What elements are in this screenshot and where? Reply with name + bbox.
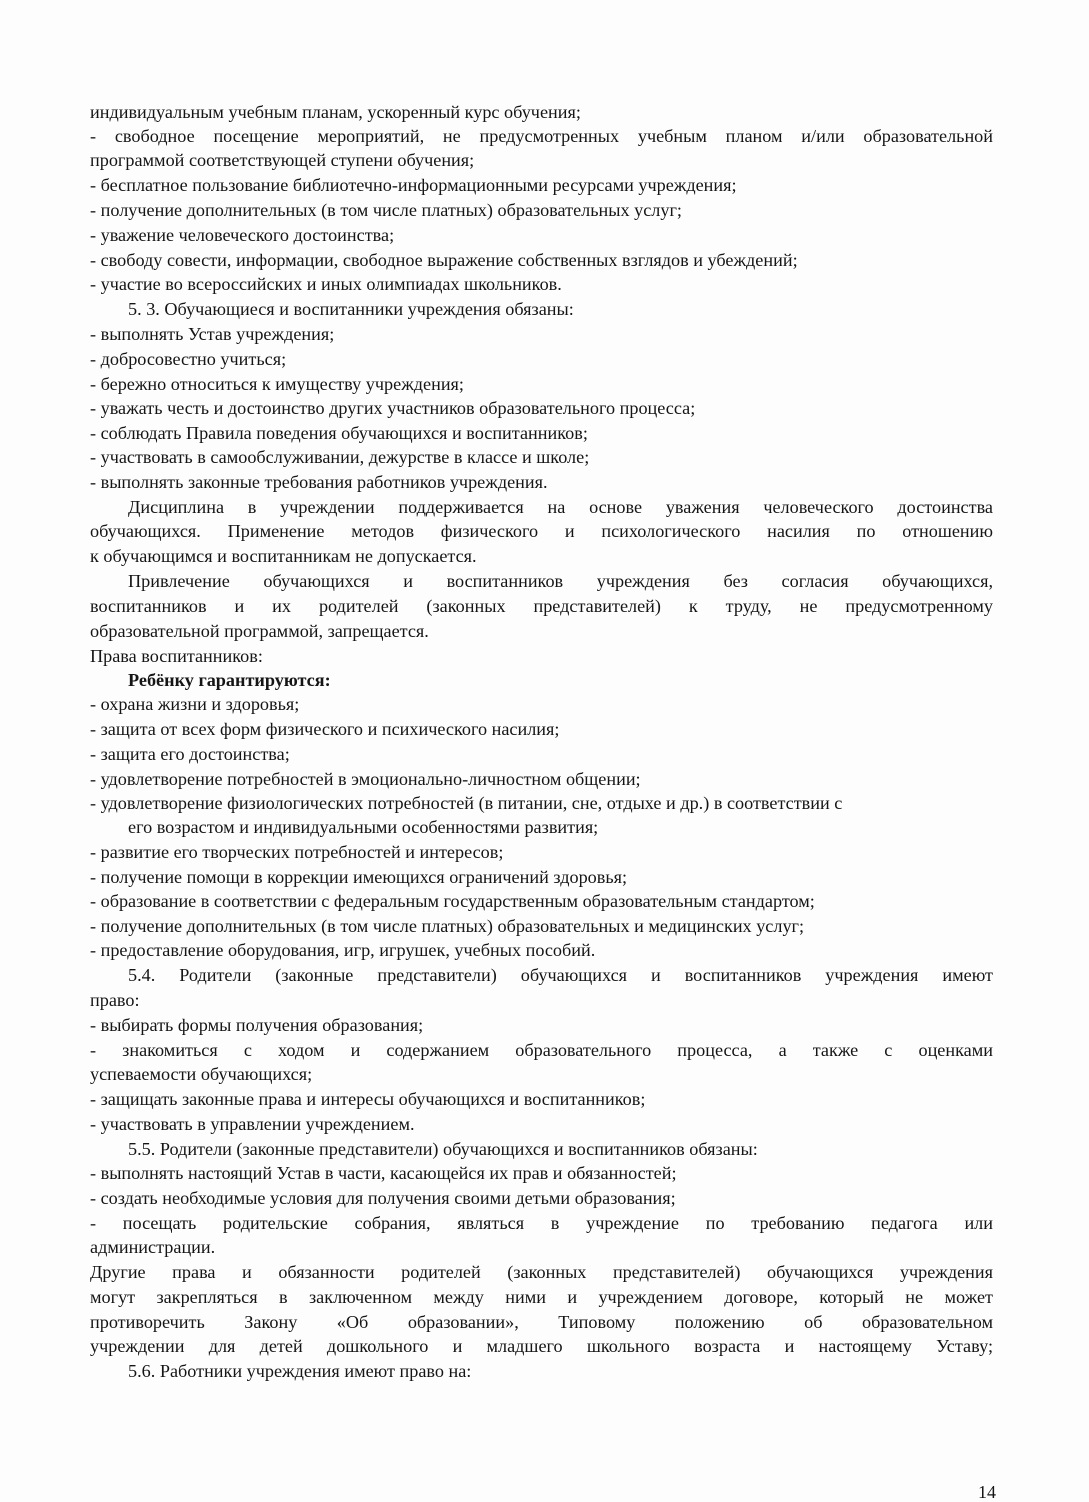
text-line: - свободу совести, информации, свободное выражение собственных взглядов и убеждений; — [90, 250, 798, 270]
text-line: - посещать родительские собрания, являться в учреждение по требованию педагога или — [90, 1213, 993, 1233]
text-line: обучающихся. Применение методов физического и психологического насилия по отношению — [90, 521, 993, 541]
text-line: его возрастом и индивидуальными особенностями развития; — [128, 817, 599, 837]
text-line: - предоставление оборудования, игр, игрушек, учебных пособий. — [90, 940, 596, 960]
text-line: Права воспитанников: — [90, 646, 263, 666]
text-line: - бесплатное пользование библиотечно-информационными ресурсами учреждения; — [90, 175, 737, 195]
text-line: - добросовестно учиться; — [90, 349, 287, 369]
text-line: 5.5. Родители (законные представители) обучающихся и воспитанников обязаны: — [128, 1139, 758, 1159]
text-line: Привлечение обучающихся и воспитанников учреждения без согласия обучающихся, — [128, 571, 993, 591]
text-line: образовательной программой, запрещается. — [90, 621, 429, 641]
text-line: Дисциплина в учреждении поддерживается на основе уважения человеческого достоинства — [128, 497, 993, 517]
text-line: успеваемости обучающихся; — [90, 1064, 313, 1084]
text-line: Ребёнку гарантируются: — [128, 670, 331, 690]
text-line: - знакомиться с ходом и содержанием образовательного процесса, а также с оценками — [90, 1040, 993, 1060]
text-line: 5.4. Родители (законные представители) обучающихся и воспитанников учреждения имеют — [128, 965, 993, 985]
text-line: - охрана жизни и здоровья; — [90, 694, 300, 714]
text-line: - получение помощи в коррекции имеющихся ограничений здоровья; — [90, 867, 628, 887]
text-line: - защита его достоинства; — [90, 744, 290, 764]
text-line: - создать необходимые условия для получения своими детьми образования; — [90, 1188, 676, 1208]
text-line: Другие права и обязанности родителей (законных представителей) обучающихся учреждения — [90, 1262, 993, 1282]
text-line: 5.6. Работники учреждения имеют право на: — [128, 1361, 472, 1381]
text-line: - уважать честь и достоинство других участников образовательного процесса; — [90, 398, 696, 418]
text-line: - участие во всероссийских и иных олимпиадах школьников. — [90, 274, 562, 294]
text-line: программой соответствующей ступени обучения; — [90, 150, 475, 170]
text-line: - уважение человеческого достоинства; — [90, 225, 395, 245]
text-line: - удовлетворение потребностей в эмоционально-личностном общении; — [90, 769, 641, 789]
text-line: - выбирать формы получения образования; — [90, 1015, 424, 1035]
text-line: - защищать законные права и интересы обучающихся и воспитанников; — [90, 1089, 646, 1109]
text-line: - защита от всех форм физического и психического насилия; — [90, 719, 560, 739]
text-line: - выполнять Устав учреждения; — [90, 324, 335, 344]
text-line: - свободное посещение мероприятий, не предусмотренных учебным планом и/или образовательной — [90, 126, 993, 146]
text-line: - образование в соответствии с федеральным государственным образовательным стандартом; — [90, 891, 815, 911]
text-line: - выполнять законные требования работников учреждения. — [90, 472, 548, 492]
text-line: 5. 3. Обучающиеся и воспитанники учреждения обязаны: — [128, 299, 574, 319]
text-line: - удовлетворение физиологических потребностей (в питании, сне, отдыхе и др.) в соответствии с — [90, 793, 843, 813]
page-number: 14 — [978, 1482, 996, 1502]
text-line: - развитие его творческих потребностей и интересов; — [90, 842, 504, 862]
text-line: - получение дополнительных (в том числе платных) образовательных услуг; — [90, 200, 682, 220]
text-line: учреждении для детей дошкольного и младшего школьного возраста и настоящему Уставу; — [90, 1336, 993, 1356]
text-line: - соблюдать Правила поведения обучающихся и воспитанников; — [90, 423, 588, 443]
text-line: администрации. — [90, 1237, 216, 1257]
text-line: - участвовать в управлении учреждением. — [90, 1114, 415, 1134]
text-line: - бережно относиться к имуществу учреждения; — [90, 374, 464, 394]
text-line: к обучающимся и воспитанникам не допускается. — [90, 546, 477, 566]
text-line: противоречить Закону «Об образовании», Типовому положению об образовательном — [90, 1312, 993, 1332]
text-line: - получение дополнительных (в том числе платных) образовательных и медицинских услуг; — [90, 916, 805, 936]
text-line: - выполнять настоящий Устав в части, касающейся их прав и обязанностей; — [90, 1163, 677, 1183]
text-line: - участвовать в самообслуживании, дежурстве в классе и школе; — [90, 447, 590, 467]
text-line: индивидуальным учебным планам, ускоренный курс обучения; — [90, 102, 581, 122]
text-line: право: — [90, 990, 140, 1010]
text-line: воспитанников и их родителей (законных представителей) к труду, не предусмотренному — [90, 596, 993, 616]
text-line: могут закрепляться в заключенном между ними и учреждением договоре, который не может — [90, 1287, 993, 1307]
